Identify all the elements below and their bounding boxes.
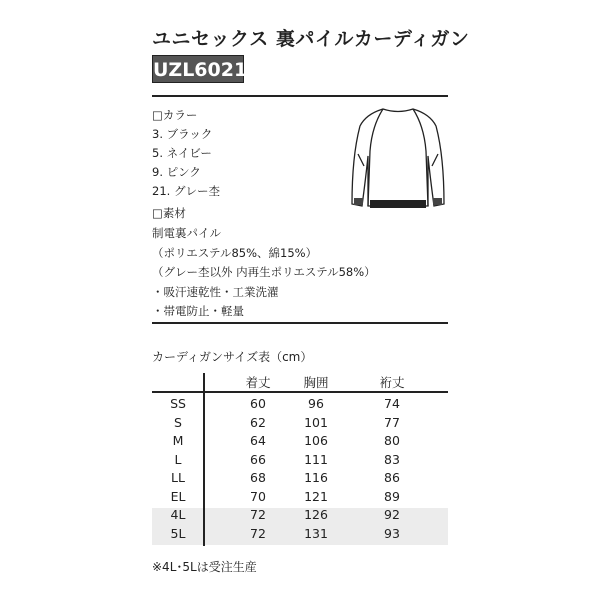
table-cell: 66 — [250, 451, 266, 467]
table-cell: 77 — [384, 414, 400, 430]
table-cell: 111 — [304, 451, 328, 467]
table-cell: 70 — [250, 488, 266, 504]
product-code-badge: UZL6021 — [152, 55, 244, 83]
table-cell: 72 — [250, 525, 266, 541]
size-label: LL — [171, 470, 185, 485]
table-header-line — [152, 391, 448, 393]
material-heading: □素材 — [152, 206, 186, 220]
table-cell: 116 — [304, 470, 328, 485]
table-cell: 93 — [384, 525, 400, 541]
cardigan-illustration-icon — [350, 106, 446, 214]
size-label: SS — [170, 396, 186, 411]
material-line: ・帯電防止・軽量 — [152, 304, 244, 318]
size-label: M — [172, 433, 184, 448]
table-cell: 92 — [384, 507, 400, 522]
color-item: 5. ネイビー — [152, 146, 212, 160]
table-cell: 101 — [304, 414, 328, 430]
table-cell: 83 — [384, 451, 400, 467]
material-line: （グレー杢以外 内再生ポリエステル58%） — [152, 265, 376, 279]
product-title: ユニセックス 裏パイルカーディガン — [152, 28, 470, 50]
size-label: L — [174, 451, 182, 467]
table-cell: 80 — [384, 433, 400, 448]
table-cell: 64 — [250, 433, 266, 448]
color-heading: □カラー — [152, 108, 198, 122]
table-cell: 106 — [304, 433, 328, 448]
size-table-note: ※4L･5Lは受注生産 — [152, 560, 257, 574]
color-item: 3. ブラック — [152, 127, 213, 141]
column-header: 着丈 — [245, 375, 271, 390]
column-header: 裄丈 — [379, 375, 405, 390]
table-cell: 126 — [304, 507, 328, 522]
size-label: EL — [170, 488, 186, 504]
size-label: 4L — [170, 507, 186, 522]
column-header: 胸囲 — [303, 375, 329, 390]
table-cell: 68 — [250, 470, 266, 485]
color-item: 9. ピンク — [152, 165, 201, 179]
table-cell: 131 — [304, 525, 328, 541]
table-cell: 96 — [308, 396, 324, 411]
size-label: 5L — [170, 525, 186, 541]
table-cell: 62 — [250, 414, 266, 430]
divider — [152, 95, 448, 97]
table-cell: 86 — [384, 470, 400, 485]
material-line: （ポリエステル85%、綿15%） — [152, 246, 318, 260]
table-cell: 60 — [250, 396, 266, 411]
size-label: S — [174, 414, 182, 430]
table-cell: 72 — [250, 507, 266, 522]
size-table-title: カーディガンサイズ表（cm） — [152, 350, 313, 364]
material-line: ・吸汗速乾性・工業洗濯 — [152, 285, 279, 299]
table-cell: 89 — [384, 488, 400, 504]
table-cell: 74 — [384, 396, 400, 411]
table-cell: 121 — [304, 488, 328, 504]
color-item: 21. グレー杢 — [152, 184, 220, 198]
material-line: 制電裏パイル — [152, 226, 221, 240]
divider — [152, 322, 448, 324]
